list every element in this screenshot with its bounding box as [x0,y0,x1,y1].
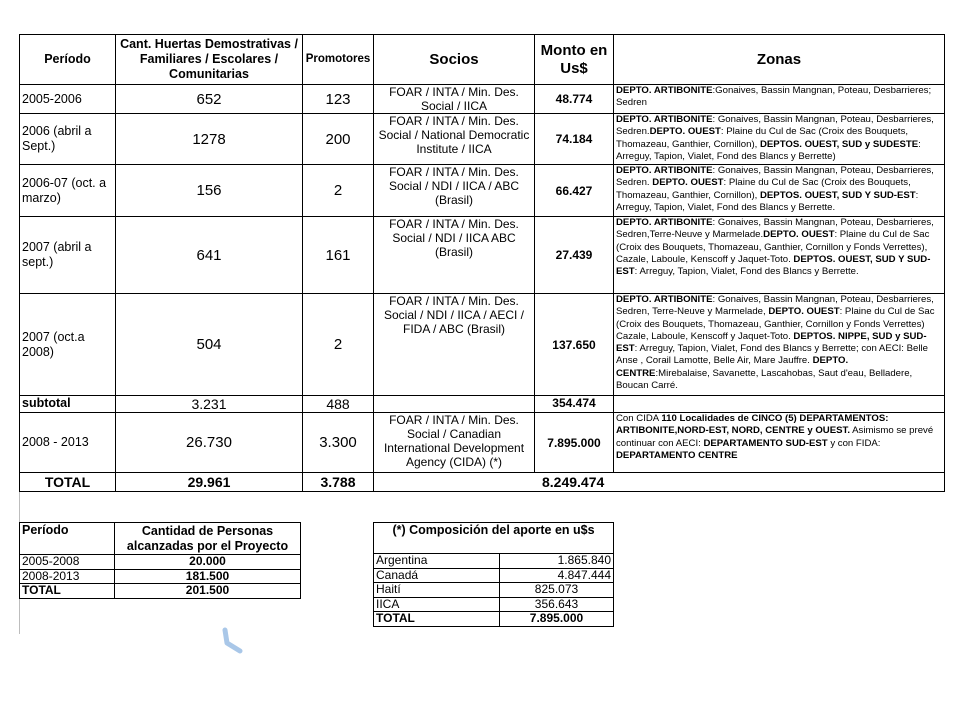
cell-promotores: 123 [303,85,374,114]
zona-localities: y con FIDA: [827,437,881,449]
subtotal-monto: 354.474 [535,396,614,413]
cell-socios: FOAR / INTA / Min. Des. Social / NDI / IICA / AECI / FIDA / ABC (Brasil) [374,294,535,396]
zona-department: DEPARTAMENTO SUD-EST [703,437,828,449]
zona-localities: Asimismo se prevé continuar con AECI: [616,425,934,449]
zona-localities: : Plaine du Cul de Sac (Croix des Bouquets, Thomazeau, Ganthier, Cornillon), [616,126,909,150]
zona-department: DEPTO. OUEST [652,177,724,189]
zona-department: DEPARTAMENTO CENTRE [616,449,738,461]
zona-localities: : Gonaives, Bassin Mangnan, Poteau, Desbarrieres, Sedren. [616,165,934,189]
cell-monto: 7.895.000 [535,413,614,473]
cell-monto: 66.427 [535,165,614,217]
header-promotores: Promotores [303,35,374,85]
zona-department: DEPTO. ARTIBONITE [616,217,713,228]
cell-zonas [614,114,945,165]
cell-monto: 74.184 [535,114,614,165]
cell-socios: FOAR / INTA / Min. Des. Social / Canadian International Development Agency (CIDA) (*) [374,413,535,473]
zona-localities: : Plaine du Cul de Sac (Croix des Bouquets, Thomazeau, Ganthier, Cornillon y Fonds Verrettes) Cazale, Laboule, Kenscoff y Jaquet-Toto. [616,306,935,342]
cell-huertas: 156 [116,165,303,217]
table-row [374,612,614,627]
zona-department: DEPTO. ARTIBONITE [616,165,713,176]
table-row [374,568,614,583]
table-row [20,294,945,396]
cell-huertas: 1278 [116,114,303,165]
zona-localities: :Gonaives, Bassin Mangnan, Poteau, Desbarrieres; Sedren [616,85,932,109]
header-monto: Monto en Us$ [535,35,614,85]
table-row [20,114,945,165]
table-row [20,85,945,114]
blue-chevron-icon [221,627,245,655]
chevron-stroke [225,630,240,651]
zona-localities: :Mirebalaise, Savanette, Lascahobas, Saut d'eau, Belladere, Boucan Carré. [616,367,913,392]
zona-department: DEPTO. CENTRE [616,355,849,379]
subtotal-promotores: 488 [303,396,374,413]
zona-department: DEPTO. ARTIBONITE [616,294,713,305]
cell-value: 7.895.000 [500,612,614,627]
zona-department: DEPTO. OUEST [763,229,835,241]
cell-monto: 137.650 [535,294,614,396]
zona-localities: : Arreguy, Tapion, Vialet, Fond des Blancs y Berrette. [616,189,919,213]
people-reached-table [19,522,301,599]
zona-localities: : Gonaives, Bassin Mangnan, Poteau, Desbarrieres, Sedren, Terre-Neuve y Marmelade, [616,294,934,318]
cell-promotores: 161 [303,217,374,294]
cell-label: Haití [374,583,500,598]
header-row [374,523,614,554]
zona-department: 110 Localidades de CINCO (5) DEPARTAMENTOS: ARTIBONITE,NORD-EST, NORD, CENTRE y OUEST. [616,413,889,437]
zona-localities: : Arreguy, Tapion, Vialet, Fond des Blancs y Berrette. [634,266,859,278]
table-row [20,165,945,217]
subtotal-socios-empty [374,396,535,413]
header-zonas: Zonas [614,35,945,85]
cell-periodo: 2007 (oct.a 2008) [20,294,116,396]
cell-promotores: 2 [303,294,374,396]
zona-localities: : Plaine du Cul de Sac (Croix des Bouquets, Thomazeau, Ganthier, Cornillon), [616,177,911,201]
contribution-composition-table [373,522,614,627]
zona-department: DEPTO. ARTIBONITE [616,85,713,96]
table-row [374,597,614,612]
cell-periodo: TOTAL [20,584,115,599]
cell-huertas: 641 [116,217,303,294]
projects-table [19,34,945,492]
cell-socios: FOAR / INTA / Min. Des. Social / NDI / IICA / ABC (Brasil) [374,165,535,217]
header-periodo: Período [20,523,115,555]
total-label: TOTAL [20,473,116,492]
zona-localities: : Gonaives, Bassin Mangnan, Poteau, Desbarrieres, Sedren,Terre-Neuve y Marmelade. [616,217,934,241]
zona-department: DEPTOS. OUEST, SUD Y SUD-EST [759,189,916,201]
zona-localities: : Gonaives, Bassin Mangnan, Poteau, Desbarrieres, Sedren. [616,114,934,138]
cell-value: 201.500 [115,584,301,599]
cell-zonas [614,165,945,217]
table-row [20,555,301,570]
zona-localities: : Arreguy, Tapion, Vialet, Fond des Blancs y Berrette; con AECI: Belle Anse , Corail Lamotte, Belle Air, Mare Jauffre. [616,343,928,367]
total-row [20,473,945,492]
zona-localities: : Arreguy, Tapion, Vialet, Fond des Blancs y Berrette) [616,138,921,162]
cell-huertas: 652 [116,85,303,114]
table-row [20,217,945,294]
zona-department: DEPTOS. OUEST, SUD y SUDESTE [759,138,919,150]
cell-value: 4.847.444 [500,568,614,583]
cell-periodo: 2007 (abril a sept.) [20,217,116,294]
cell-zonas [614,294,945,396]
cell-promotores: 200 [303,114,374,165]
cell-label: TOTAL [374,612,500,627]
header-huertas: Cant. Huertas Demostrativas / Familiares / Escolares / Comunitarias [116,35,303,85]
cell-monto: 48.774 [535,85,614,114]
cell-periodo: 2006 (abril a Sept.) [20,114,116,165]
cell-socios: FOAR / INTA / Min. Des. Social / IICA [374,85,535,114]
cell-monto: 27.439 [535,217,614,294]
table-row [374,583,614,598]
subtotal-label: subtotal [20,396,116,413]
cell-promotores: 3.300 [303,413,374,473]
cell-huertas: 504 [116,294,303,396]
cell-value: 181.500 [115,569,301,584]
zona-department: DEPTOS. NIPPE, SUD y SUD-EST [616,330,927,355]
cell-periodo: 2008-2013 [20,569,115,584]
header-cantidad: Cantidad de Personas alcanzadas por el Proyecto [115,523,301,555]
cell-socios: FOAR / INTA / Min. Des. Social / National Democratic Institute / IICA [374,114,535,165]
zona-localities: Con CIDA [616,413,662,424]
header-row [20,35,945,85]
zona-localities: : Plaine du Cul de Sac (Croix des Bouquets, Thomazeau, Ganthier, Cornillon y Fonds Verrettes), Cazale, Laboule, Kenscoff y Jaquet-Toto. [616,229,930,265]
cell-label: Canadá [374,568,500,583]
cell-label: Argentina [374,554,500,569]
zona-department: DEPTOS. OUEST, SUD Y SUD-EST [616,253,931,278]
header-periodo: Período [20,35,116,85]
cell-value: 1.865.840 [500,554,614,569]
cell-periodo: 2005-2008 [20,555,115,570]
cell-label: IICA [374,597,500,612]
table-row [20,569,301,584]
cell-value: 20.000 [115,555,301,570]
zona-department: DEPTO. OUEST [649,126,721,138]
cell-huertas: 26.730 [116,413,303,473]
subtotal-zonas-empty [614,396,945,413]
header-socios: Socios [374,35,535,85]
zona-department: DEPTO. OUEST [768,306,840,318]
subtotal-huertas: 3.231 [116,396,303,413]
subtotal-row [20,396,945,413]
zona-department: DEPTO. ARTIBONITE [616,114,713,125]
cell-socios: FOAR / INTA / Min. Des. Social / NDI / IICA ABC (Brasil) [374,217,535,294]
table-row [374,554,614,569]
cell-periodo: 2005-2006 [20,85,116,114]
cell-zonas [614,217,945,294]
total-promotores: 3.788 [303,473,374,492]
total-monto: 8.249.474 [374,473,945,492]
cell-zonas [614,85,945,114]
cell-value: 356.643 [500,597,614,612]
cell-promotores: 2 [303,165,374,217]
cell-periodo: 2006-07 (oct. a marzo) [20,165,116,217]
cell-periodo: 2008 - 2013 [20,413,116,473]
table-row-2008 [20,413,945,473]
total-huertas: 29.961 [116,473,303,492]
table-row [20,584,301,599]
cell-value: 825.073 [500,583,614,598]
composition-title: (*) Composición del aporte en u$s [374,523,614,554]
cell-zonas [614,413,945,473]
header-row [20,523,301,555]
